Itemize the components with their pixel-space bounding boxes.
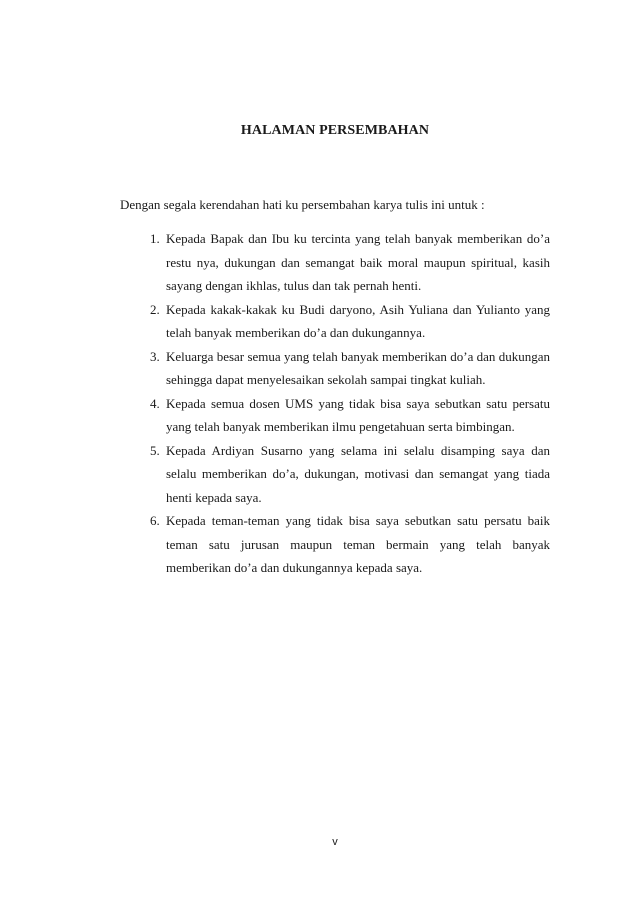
list-item-number: 1. [150,231,160,246]
list-item [120,439,550,510]
page-title: HALAMAN PERSEMBAHAN [240,123,430,138]
list-item-text: Kepada teman-teman yang tidak bisa saya sebutkan satu persatu baik teman satu jurusan maupun teman bermain yang telah banyak memberikan do’a dan dukungannya kepada saya. [166,513,550,575]
list-item-number: 3. [150,348,160,364]
page-number: v [332,836,338,848]
list-item [120,392,550,439]
list-item-number: 2. [150,301,160,317]
intro-paragraph: Dengan segala kerendahan hati ku persembahan karya tulis ini untuk : [120,197,485,212]
list-item-text: Kepada Ardiyan Susarno yang selama ini selalu disamping saya dan selalu memberikan do’a, dukungan, motivasi dan semangat yang tiada henti kepada saya. [166,442,550,505]
list-item [120,298,550,345]
list-item [120,509,550,580]
list-item-text: Kepada kakak-kakak ku Budi daryono, Asih Yuliana dan Yulianto yang telah banyak memberikan do’a dan dukungannya. [166,301,550,340]
list-item-number: 4. [150,395,160,411]
list-item [120,345,550,392]
list-item-text: Kepada Bapak dan Ibu ku tercinta yang telah banyak memberikan do’a restu nya, dukungan dan semangat baik moral maupun spiritual, kasih sayang dengan ikhlas, tulus dan tak pernah henti. [166,231,550,293]
list-item-text: Kepada semua dosen UMS yang tidak bisa saya sebutkan satu persatu yang telah banyak memberikan ilmu pengetahuan serta bimbingan. [166,395,550,434]
list-item [120,227,550,298]
dedication-list [120,227,550,580]
list-item-number: 5. [150,442,160,458]
list-item-text: Keluarga besar semua yang telah banyak memberikan do’a dan dukungan sehingga dapat menyelesaikan sekolah sampai tingkat kuliah. [166,348,550,387]
list-item-number: 6. [150,513,160,528]
